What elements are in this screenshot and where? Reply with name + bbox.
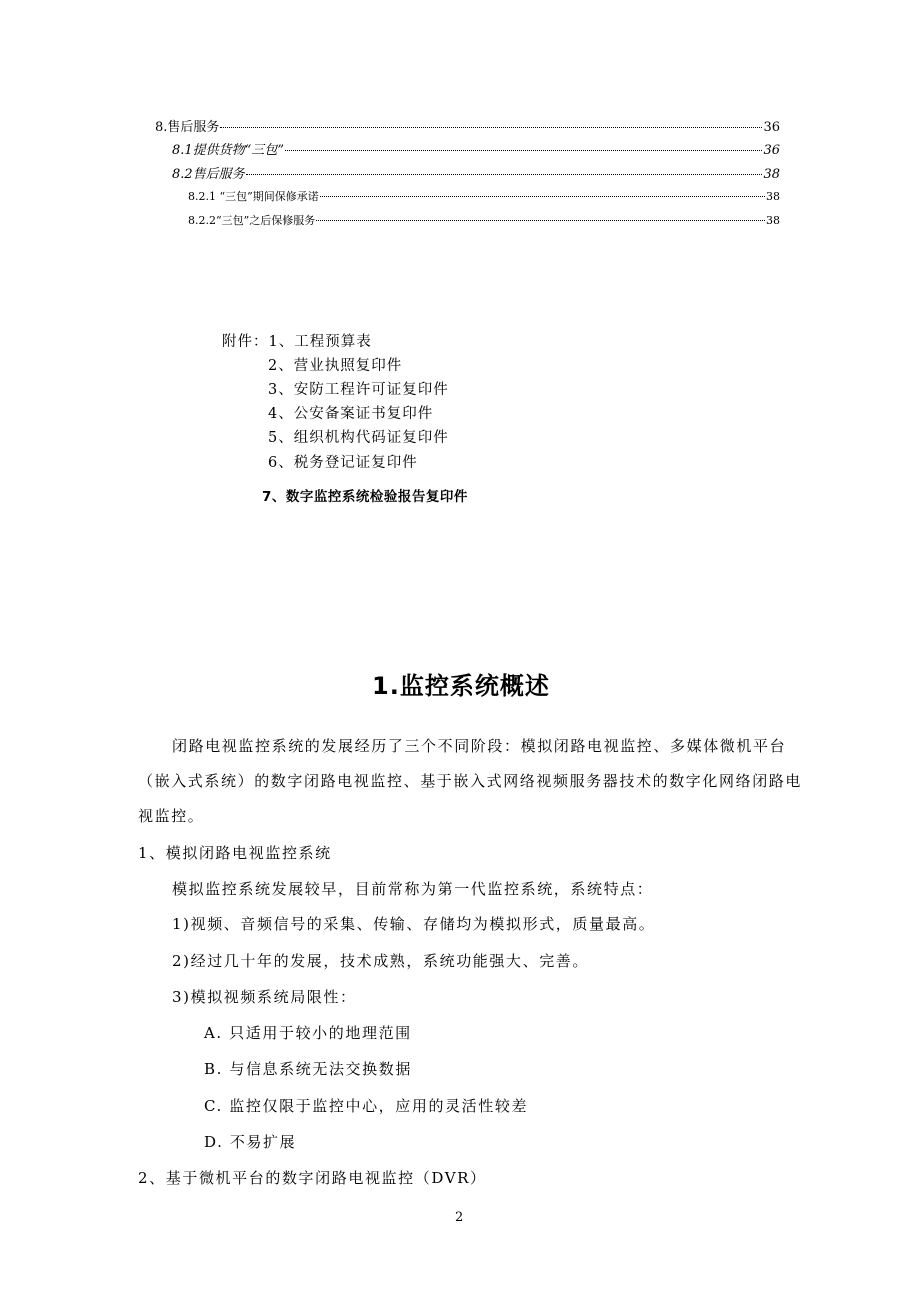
feature-item: 3)模拟视频系统局限性： bbox=[172, 988, 357, 1006]
toc-entry-label: 8.2.1 “三包”期间保修承诺 bbox=[188, 190, 319, 203]
limitation-item: D. 不易扩展 bbox=[204, 1133, 297, 1151]
attachments-list bbox=[222, 330, 372, 351]
paragraph-line: （嵌入式系统）的数字闭路电视监控、基于嵌入式网络视频服务器技术的数字化网络闭路电 bbox=[138, 772, 803, 790]
paragraph-line: 闭路电视监控系统的发展经历了三个不同阶段：模拟闭路电视监控、多媒体微机平台 bbox=[172, 737, 787, 755]
feature-item: 2)经过几十年的发展，技术成熟，系统功能强大、完善。 bbox=[172, 952, 589, 970]
toc-entry-label: 8.售后服务 bbox=[155, 120, 220, 135]
toc-entry[interactable] bbox=[172, 163, 780, 182]
attachment-item: 3、安防工程许可证复印件 bbox=[268, 382, 449, 398]
section-title: 1.监控系统概述 bbox=[372, 672, 550, 700]
toc-entry[interactable] bbox=[188, 212, 780, 228]
toc-entry[interactable] bbox=[172, 139, 780, 158]
paragraph-line: 模拟监控系统发展较早，目前常称为第一代监控系统，系统特点： bbox=[172, 880, 654, 898]
attachment-item: 2、营业执照复印件 bbox=[268, 358, 403, 374]
toc-entry-page: 38 bbox=[763, 167, 780, 182]
page-number: 2 bbox=[455, 1210, 464, 1225]
toc-entry[interactable] bbox=[188, 188, 780, 204]
attachment-item: 5、组织机构代码证复印件 bbox=[268, 430, 449, 446]
toc-leader bbox=[220, 127, 762, 128]
toc-entry-label: 8.1提供货物“三包” bbox=[172, 143, 284, 158]
limitation-item: C. 监控仅限于监控中心，应用的灵活性较差 bbox=[204, 1097, 529, 1115]
toc-leader bbox=[320, 196, 765, 197]
attachment-item: 1、工程预算表 bbox=[268, 334, 372, 350]
toc-entry-label: 8.2售后服务 bbox=[172, 167, 245, 182]
attachment-item: 4、公安备案证书复印件 bbox=[268, 406, 434, 422]
paragraph-line: 视监控。 bbox=[138, 807, 205, 825]
subsection-heading: 1、模拟闭路电视监控系统 bbox=[138, 844, 332, 862]
toc-entry-page: 38 bbox=[766, 214, 780, 227]
limitation-item: B. 与信息系统无法交换数据 bbox=[204, 1060, 412, 1078]
toc-leader bbox=[285, 150, 762, 151]
toc-entry[interactable] bbox=[155, 116, 780, 135]
subsection-heading: 2、基于微机平台的数字闭路电视监控（DVR） bbox=[138, 1169, 487, 1187]
toc-leader bbox=[316, 220, 765, 221]
toc-entry-label: 8.2.2“三包”之后保修服务 bbox=[188, 214, 316, 227]
toc-entry-page: 36 bbox=[763, 120, 780, 135]
attachment-item: 7、数字监控系统检验报告复印件 bbox=[262, 489, 468, 505]
limitation-item: A. 只适用于较小的地理范围 bbox=[204, 1024, 412, 1042]
toc-entry-page: 36 bbox=[763, 143, 780, 158]
attachment-item: 6、税务登记证复印件 bbox=[268, 455, 418, 471]
feature-item: 1)视频、音频信号的采集、传输、存储均为模拟形式，质量最高。 bbox=[172, 915, 656, 933]
toc-leader bbox=[246, 174, 763, 175]
toc-entry-page: 38 bbox=[766, 190, 780, 203]
attachments-prefix: 附件： bbox=[222, 334, 269, 350]
